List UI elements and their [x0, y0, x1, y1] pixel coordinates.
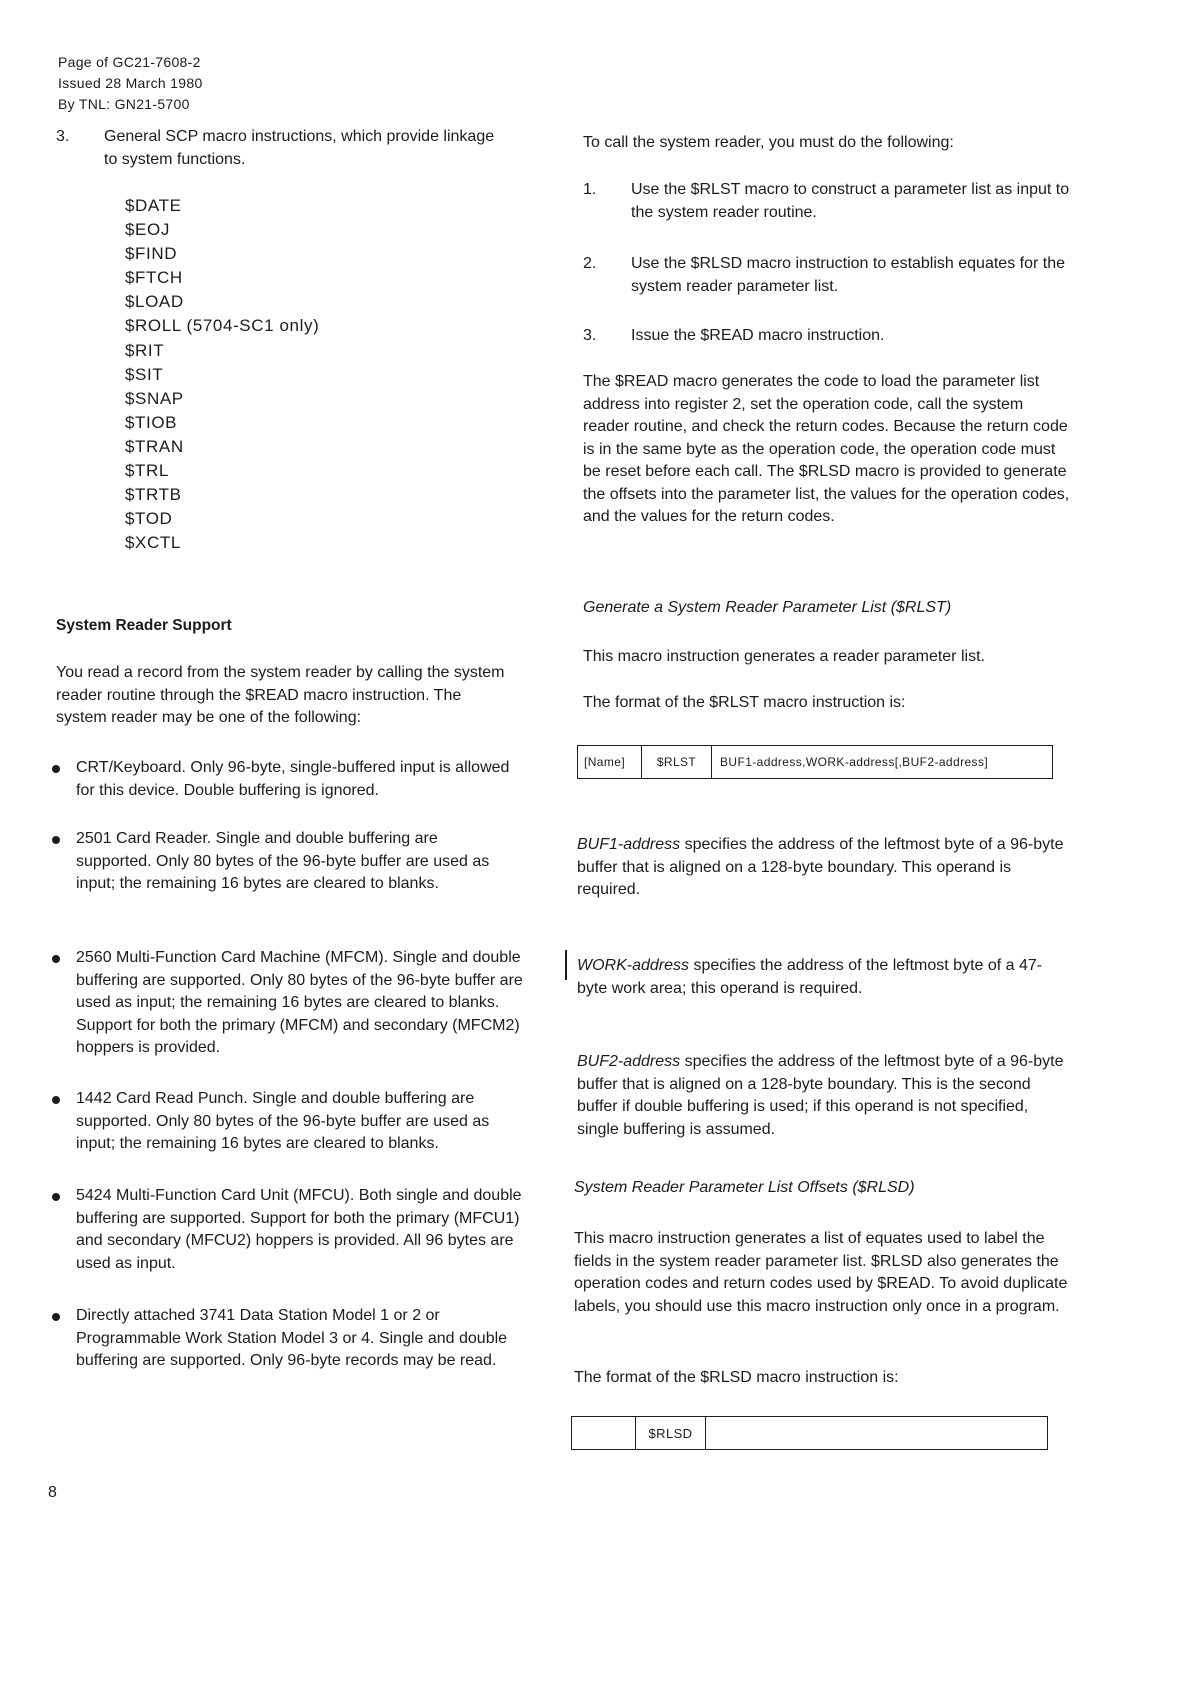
bullet-dot-icon [52, 955, 60, 963]
buf1-text: specifies the address of the leftmost byte of a 96-byte buffer that is aligned on a 128-byte boundary. This operand is required. [577, 836, 1064, 898]
page-number: 8 [48, 1484, 57, 1501]
format-op-field: $RLST [642, 746, 712, 778]
step-number: 2. [583, 255, 597, 272]
step-item [583, 325, 1073, 348]
page-header [58, 52, 203, 115]
reader-intro-paragraph: You read a record from the system reader by calling the system reader routine through the $READ macro instruction. The system reader may be one of the following: [56, 664, 505, 726]
section-heading-system-reader: System Reader Support [56, 617, 232, 634]
macro-item: $RIT [125, 340, 165, 360]
macro-item: $SIT [125, 364, 164, 384]
work-description [577, 955, 1067, 1000]
format-operands-field [706, 1417, 1047, 1449]
macro-item: $XCTL [125, 533, 181, 553]
call-intro: To call the system reader, you must do the following: [583, 134, 954, 151]
macro-item: $LOAD [125, 292, 184, 312]
bullet-item [52, 1185, 542, 1275]
step-text: Use the $RLST macro to construct a parameter list as input to the system reader routine. [631, 181, 1070, 221]
srlst-format-intro: The format of the $RLST macro instruction is: [583, 694, 906, 711]
sread-description-paragraph: The $READ macro generates the code to load the parameter list address into register 2, set the operation code, call the system reader routine, and check the return codes. Because the return code is in the same byte as the operation code, the operation code must be reset before each call. The $RLSD macro is provided to generate the offsets into the parameter list, the values for the operation codes, and the values for the return codes. [583, 373, 1070, 525]
macro-item: $ROLL (5704-SC1 only) [125, 316, 320, 336]
bullet-dot-icon [52, 836, 60, 844]
bullet-dot-icon [52, 765, 60, 773]
bullet-text: 1442 Card Read Punch. Single and double buffering are supported. Only 80 bytes of the 96-byte buffer are used as input; the remaining 16 bytes are cleared to blanks. [76, 1090, 490, 1152]
bullet-text: 2560 Multi-Function Card Machine (MFCM). Single and double buffering are supported. Only 80 bytes of the 96-byte buffer are used as input; the remaining 16 bytes are cleared to blanks. Support for both the primary (MFCM) and secondary (MFCM2) hoppers is provided. [76, 949, 523, 1056]
step-number: 3. [583, 327, 597, 344]
step-item [583, 179, 1073, 224]
macro-item: $TRL [125, 461, 169, 481]
item-3-text: General SCP macro instructions, which provide linkage to system functions. [104, 128, 495, 168]
macro-item: $TOD [125, 509, 173, 529]
buf2-term: BUF2-address [577, 1053, 681, 1070]
bullet-dot-icon [52, 1096, 60, 1104]
format-op-field: $RLSD [636, 1417, 706, 1449]
format-name-field [572, 1417, 636, 1449]
change-bar [565, 950, 567, 980]
macro-item: $FTCH [125, 268, 183, 288]
srlsd-format-intro: The format of the $RLSD macro instruction is: [574, 1369, 899, 1386]
header-tnl: By TNL: GN21-5700 [58, 96, 190, 112]
step-text: Use the $RLSD macro instruction to establish equates for the system reader parameter list. [631, 255, 1065, 295]
bullet-item [52, 828, 542, 896]
format-name-field: [Name] [578, 746, 642, 778]
section-heading-srlst: Generate a System Reader Parameter List ($RLST) [583, 599, 952, 616]
macro-item: $TRAN [125, 436, 184, 456]
item-3 [56, 126, 536, 171]
bullet-item [52, 757, 542, 802]
header-page-ref: Page of GC21-7608-2 [58, 54, 201, 70]
macro-item: $TIOB [125, 412, 178, 432]
bullet-dot-icon [52, 1193, 60, 1201]
step-number: 1. [583, 181, 597, 198]
buf1-term: BUF1-address [577, 836, 681, 853]
macro-item: $EOJ [125, 220, 170, 240]
bullet-text: 5424 Multi-Function Card Unit (MFCU). Both single and double buffering are supported. Support for both the primary (MFCU1) and secondary (MFCU2) hoppers is provided. All 96 bytes are used as input. [76, 1187, 522, 1272]
bullet-dot-icon [52, 1313, 60, 1321]
macro-item: $SNAP [125, 388, 184, 408]
buf1-description [577, 834, 1067, 902]
macro-item: $DATE [125, 196, 182, 215]
work-text: specifies the address of the leftmost byte of a 47-byte work area; this operand is required. [577, 957, 1043, 997]
macro-item: $TRTB [125, 485, 182, 505]
macro-list [125, 194, 319, 555]
step-item [583, 253, 1073, 298]
bullet-text: CRT/Keyboard. Only 96-byte, single-buffered input is allowed for this device. Double buffering is ignored. [76, 759, 510, 799]
bullet-text: Directly attached 3741 Data Station Model 1 or 2 or Programmable Work Station Model 3 or 4. Single and double buffering are supported. Only 96-byte records may be read. [76, 1307, 508, 1369]
bullet-item [52, 947, 542, 1060]
header-issue-date: Issued 28 March 1980 [58, 75, 203, 91]
bullet-item [52, 1305, 542, 1373]
srlsd-description: This macro instruction generates a list of equates used to label the fields in the system reader parameter list. $RLSD also generates the operation codes and return codes used by $READ. To avoid duplicate labels, you should use this macro instruction only once in a program. [574, 1230, 1068, 1315]
bullet-item [52, 1088, 542, 1156]
work-term: WORK-address [577, 957, 690, 974]
srlsd-format-box [571, 1416, 1048, 1450]
srlst-description: This macro instruction generates a reader parameter list. [583, 648, 985, 665]
format-operands-field: BUF1-address,WORK-address[,BUF2-address] [720, 755, 989, 769]
section-heading-srlsd: System Reader Parameter List Offsets ($RLSD) [574, 1179, 915, 1196]
bullet-text: 2501 Card Reader. Single and double buffering are supported. Only 80 bytes of the 96-byte buffer are used as input; the remaining 16 bytes are cleared to blanks. [76, 830, 490, 892]
step-text: Issue the $READ macro instruction. [631, 327, 885, 344]
buf2-text: specifies the address of the leftmost byte of a 96-byte buffer that is aligned on a 128-byte boundary. This is the second buffer if double buffering is used; if this operand is not specified, single buffering is assumed. [577, 1053, 1064, 1138]
item-3-number: 3. [56, 128, 70, 145]
macro-item: $FIND [125, 244, 178, 264]
srlst-format-box [577, 745, 1053, 779]
buf2-description [577, 1051, 1067, 1141]
